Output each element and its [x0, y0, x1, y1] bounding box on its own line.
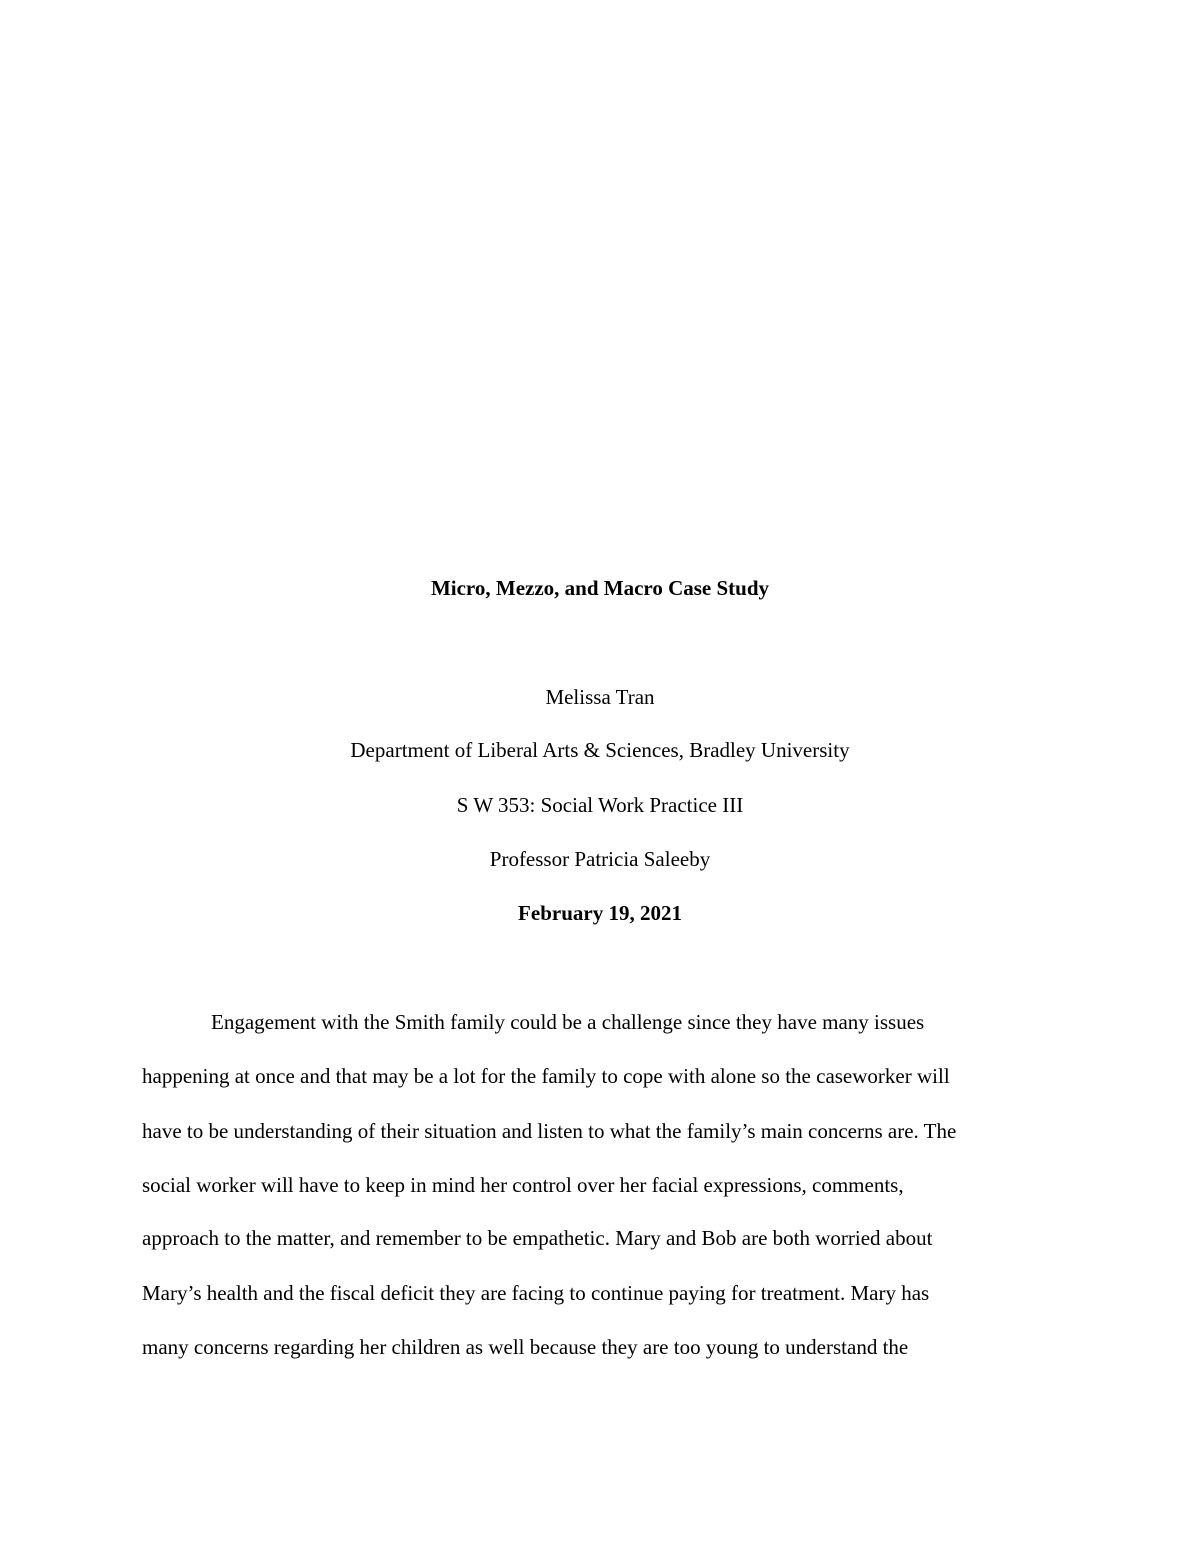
paragraph-line: have to be understanding of their situation and listen to what the family’s main concerns are. The [142, 1119, 957, 1143]
department-affiliation: Department of Liberal Arts & Sciences, Bradley University [350, 738, 850, 762]
document-date: February 19, 2021 [518, 901, 682, 925]
paragraph-line: happening at once and that may be a lot for the family to cope with alone so the caseworker will [142, 1064, 950, 1088]
paragraph-line: approach to the matter, and remember to be empathetic. Mary and Bob are both worried about [142, 1226, 933, 1250]
page-title: Micro, Mezzo, and Macro Case Study [430, 576, 770, 600]
paragraph-line: Engagement with the Smith family could be a challenge since they have many issues [211, 1010, 925, 1034]
course-name: S W 353: Social Work Practice III [456, 793, 744, 817]
paragraph-line: many concerns regarding her children as well because they are too young to understand the [142, 1335, 909, 1359]
author-name: Melissa Tran [545, 685, 655, 709]
paragraph-line: Mary’s health and the fiscal deficit they are facing to continue paying for treatment. Mary has [142, 1281, 930, 1305]
professor-name: Professor Patricia Saleeby [489, 847, 711, 871]
paragraph-line: social worker will have to keep in mind her control over her facial expressions, comments, [142, 1173, 904, 1197]
